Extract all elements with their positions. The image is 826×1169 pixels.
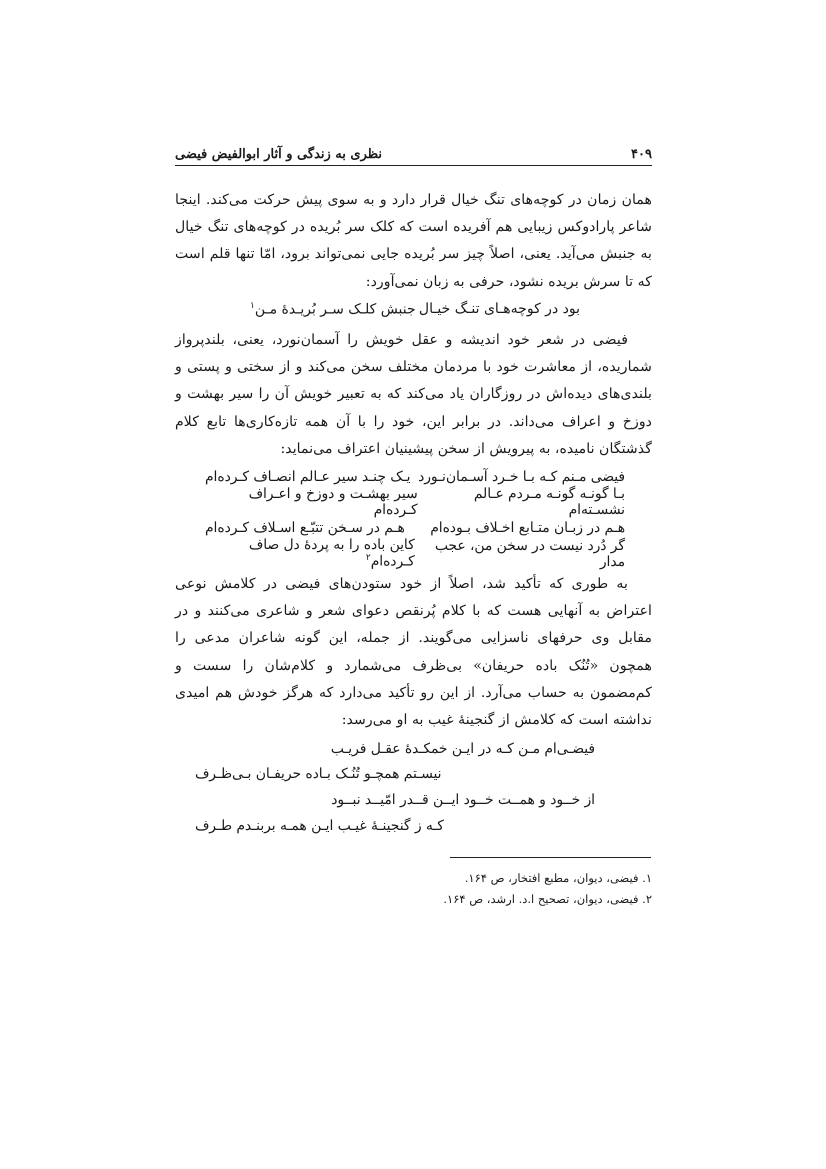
verse-line <box>195 813 625 839</box>
couplet-row <box>205 537 625 570</box>
paragraph-1 <box>175 187 652 296</box>
verse-line <box>195 762 625 788</box>
footnote-2: ۲. فیضی، دیوان، تصحیح ا.د. ارشد، ص ۱۶۴. <box>443 892 652 906</box>
paragraph-2 <box>175 327 652 463</box>
hemistich-left: سیر بهشـت و دوزخ و اعـراف کـرده‌ام <box>248 486 418 519</box>
paragraph-3-text: به طوری که تأکید شد، اصلاً از خود ستودن‌های فیضی در کلامش نوعی اعتراض به آنهایی هست که با کلام پُرنقص دعوای شعر و شاعری می‌کنند و در مقابل وی حرفهای ناسزایی می‌گویند. از جمله، این گونه شاعران مدعی را همچون «تُنُک باده حریفان» بی‌ظرف می‌شمارد و کلام‌شان را سست و کم‌مضمون به حساب می‌آرد. از این رو تأکید می‌دارد که هرگز خودش هم امیدی نداشته است که کلامش از گنجینهٔ غیب به او می‌رسد: <box>175 576 652 729</box>
paragraph-1-text: همان زمان در کوچه‌های تنگ خیال قرار دارد و به سوی پیش حرکت می‌کند. اینجا شاعر پارادوکس زیبایی هم آفریده است که کلک سر بُریده در کوچه‌های تنگ خیال به جنبش می‌آید. یعنی، اصلاً چیز سر بُریده جایی نمی‌تواند برود، امّا تنها قلم است که تا سرش بریده نشود، حرفی به زبان نمی‌آورد: <box>175 192 652 290</box>
hemistich-left: هـم در سـخن تتبّـع اسـلاف کـرده‌ام <box>205 519 405 536</box>
mathnavi-block <box>195 736 625 838</box>
verse-text: فیضـی‌ام مـن کـه در ایـن خمکـدهٔ عقـل فریـب <box>330 740 595 757</box>
single-verse <box>250 296 580 322</box>
hemistich-right: هـم در زبـان متـابع اخـلاف بـوده‌ام <box>430 519 625 536</box>
hemistich-left: یـک چنـد سیر عـالم انصـاف کـرده‌ام <box>205 468 411 485</box>
verse-line <box>195 736 625 762</box>
paragraph-3 <box>175 571 652 734</box>
verse-line <box>195 787 625 813</box>
footnote-mark-1: ۱ <box>250 300 255 311</box>
hemistich-right: بـا گونـه گونـه مـردم عـالم نشسـته‌ام <box>473 486 625 519</box>
running-header <box>175 137 652 166</box>
running-title: نظری به زندگی و آثار ابوالفیض فیضی <box>175 147 383 162</box>
verse-text: از خــود و همــت خــود ایــن قــدر امّیــد نبــود <box>331 791 595 808</box>
couplet-block <box>205 464 625 570</box>
footnote-divider <box>450 857 651 858</box>
footnote-mark-2: ۲ <box>365 553 371 564</box>
hemistich-right: فیضی مـنم کـه بـا خـرد آسـمان‌نـورد <box>418 468 625 485</box>
couplet-row <box>205 486 625 519</box>
footnotes <box>175 868 652 910</box>
single-verse-left-wrap <box>250 301 416 318</box>
single-verse-left: جنبش کلـک سـر بُریـدهٔ مـن <box>254 301 416 318</box>
hemistich-right: گر دُرد نیست در سخن من، عجب مدار <box>434 537 625 570</box>
single-verse-right: بود در کوچه‌هـای تنـگ خیـال <box>418 301 580 317</box>
footnote-1: ۱. فیضی، دیوان، مطبع افتخار، ص ۱۶۴. <box>464 871 652 885</box>
page-number: ۴۰۹ <box>631 147 652 162</box>
hemistich-left-wrap <box>205 537 415 570</box>
paragraph-2-text: فیضی در شعر خود اندیشه و عقل خویش را آسمان‌نورد، یعنی، بلندپرواز شماریده، از معاشرت خود با مردمان مختلف سخن می‌کند و از سختی و پستی و بلندی‌های دیده‌اش در روزگاران یاد می‌کند که به تعبیر خویش آن را سیر بهشت و دوزخ و اعراف می‌داند. در برابر این، خود را با آن همه تازه‌کاری‌ها تابع کلام گذشتگان نامیده، به پیرویش از سخن پیشینیان اعتراف می‌نماید: <box>175 332 652 457</box>
hemistich-left: کاین باده را به پردهٔ دل صاف کـرده‌ام <box>248 537 415 570</box>
verse-text: نیسـتم همچـو تُنُـک بـاده حریفـان بـی‌ظـرف <box>195 766 442 783</box>
verse-text: کـه ز گنجینـهٔ غیـب ایـن همـه بربنـدم طـرف <box>195 817 444 834</box>
